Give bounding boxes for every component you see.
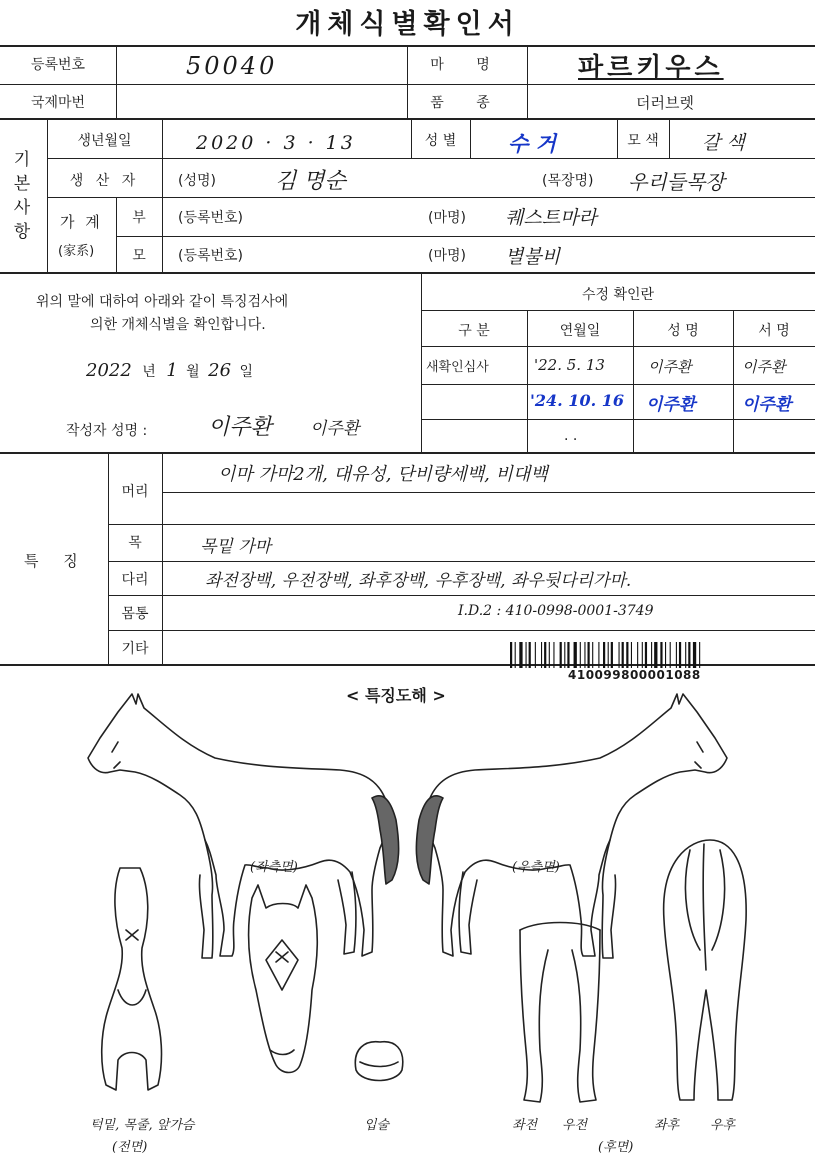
- features-section-label: 특 징: [24, 552, 88, 570]
- diagram-title: < 특징도해 >: [346, 686, 446, 705]
- reg-no-value: 50040: [186, 52, 278, 80]
- breed-value: 더러브렛: [636, 94, 694, 112]
- left-side-caption: (좌측면): [250, 860, 298, 875]
- revision-row1-name: 이주환: [648, 358, 692, 376]
- sire-name-label: (마명): [428, 210, 466, 226]
- breeder-name-value: 김 명순: [275, 169, 346, 194]
- revision-row1-sign: 이주환: [742, 358, 786, 376]
- left-side-horse-figure: [88, 694, 399, 958]
- sex-label: 성 별: [424, 133, 457, 149]
- dam-reg-label: (등록번호): [178, 248, 244, 264]
- date-day: 26: [208, 360, 232, 381]
- author-signature: 이주환: [310, 419, 360, 439]
- front-caption: 턱밑, 목줄, 앞가슴: [90, 1118, 195, 1133]
- farm-label: (목장명): [542, 173, 594, 189]
- revision-row1-date: '22. 5. 13: [534, 356, 605, 374]
- date-year: 2022: [86, 360, 132, 381]
- horse-name-value: 파르키우스: [578, 53, 724, 83]
- author-name: 이주환: [208, 415, 272, 440]
- revision-header-type: 구 분: [458, 323, 490, 339]
- left-hind-caption: 좌후: [654, 1118, 680, 1133]
- front-head-figure: [249, 885, 318, 1073]
- barcode: [510, 642, 765, 670]
- head-label: 머리: [121, 484, 149, 500]
- revision-row2-name: 이주환: [646, 395, 696, 415]
- intl-no-label: 국제마번: [30, 95, 86, 111]
- breed-label: 품 종: [430, 95, 504, 111]
- confirm-date: [86, 360, 253, 381]
- left-front-caption: 좌전: [512, 1118, 538, 1133]
- breeder-label: 생 산 자: [69, 173, 140, 189]
- front-caption2: (전면): [112, 1140, 148, 1155]
- revision-header-sign: 서 명: [758, 323, 790, 339]
- pedigree-label: 가 계: [60, 213, 103, 231]
- right-side-caption: (우측면): [512, 860, 560, 875]
- dam-name-value: 별불비: [505, 246, 561, 268]
- color-label: 모 색: [627, 133, 659, 149]
- right-hind-caption: 우후: [710, 1118, 736, 1133]
- revision-row2-date: '24. 10. 16: [530, 391, 624, 410]
- revision-title: 수정 확인란: [581, 287, 655, 303]
- sire-label: 부: [132, 210, 146, 226]
- neck-value: 목밑 가마: [200, 537, 272, 557]
- body-value: I.D.2 : 410-0998-0001-3749: [458, 603, 654, 619]
- breeder-name-label: (성명): [178, 173, 216, 189]
- page-title: 개체식별확인서: [295, 9, 520, 40]
- lips-figure: [355, 1042, 402, 1081]
- pedigree-hanja: (家系): [58, 244, 95, 259]
- sire-reg-label: (등록번호): [178, 210, 244, 226]
- revision-header-name: 성 명: [667, 323, 699, 339]
- barcode-number: 410099800001088: [568, 668, 701, 682]
- birth-value: 2020 · 3 · 13: [196, 132, 356, 154]
- sire-name-value: 퀘스트마라: [505, 207, 597, 229]
- revision-header-date: 연월일: [559, 323, 601, 339]
- dam-label: 모: [132, 248, 146, 264]
- date-month: 1: [166, 360, 178, 381]
- revision-row3-date: . .: [564, 428, 578, 444]
- basic-section-label: 기 본 사 항: [13, 150, 31, 242]
- farm-value: 우리들목장: [628, 170, 725, 194]
- confirm-text-line2: 의한 개체식별을 확인합니다.: [90, 317, 266, 333]
- author-label: 작성자 성명 :: [66, 423, 148, 439]
- dam-name-label: (마명): [428, 248, 466, 264]
- horse-diagram: [0, 690, 815, 1171]
- head-value: 이마 가마2개, 대유성, 단비량세백, 비대백: [218, 464, 548, 485]
- lips-caption: 입술: [364, 1118, 390, 1133]
- day-label: 일: [239, 364, 254, 380]
- neck-label: 목: [128, 535, 142, 551]
- body-label: 몸통: [121, 606, 149, 622]
- front-neck-chest-figure: [102, 868, 162, 1090]
- color-value: 갈 색: [702, 132, 745, 154]
- other-label: 기타: [121, 641, 149, 657]
- legs-label: 다리: [121, 572, 149, 588]
- reg-no-label: 등록번호: [30, 57, 86, 73]
- horse-name-label: 마 명: [430, 57, 504, 73]
- sex-value: 수 거: [508, 131, 556, 156]
- birth-label: 생년월일: [77, 133, 132, 149]
- legs-value: 좌전장백, 우전장백, 좌후장백, 우후장백, 좌우뒷다리가마.: [205, 571, 632, 591]
- confirm-text-line1: 위의 말에 대하여 아래와 같이 특징검사에: [36, 294, 289, 310]
- revision-row1-type: 새확인심사: [426, 360, 489, 375]
- right-side-horse-figure: [416, 694, 727, 958]
- right-front-caption: 우전: [562, 1118, 588, 1133]
- rear-view-figure: [664, 840, 747, 1100]
- revision-row2-sign: 이주환: [742, 395, 792, 415]
- year-label: 년: [142, 364, 156, 380]
- front-legs-figure: [520, 923, 600, 1103]
- rear-caption: (후면): [598, 1140, 634, 1155]
- month-label: 월: [186, 364, 200, 380]
